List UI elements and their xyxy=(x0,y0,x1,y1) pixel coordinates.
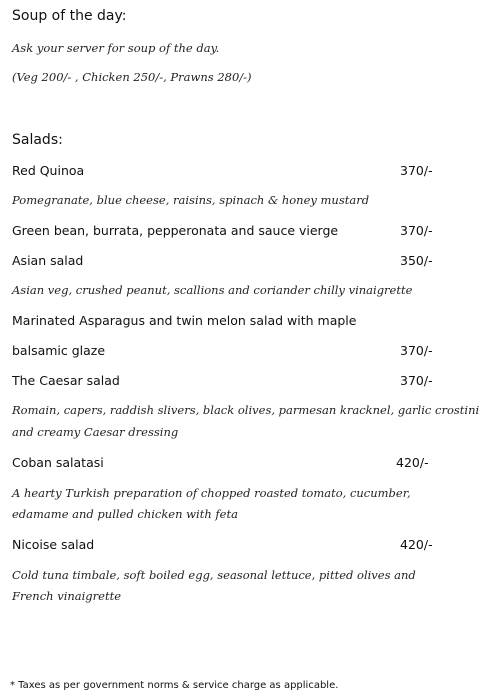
item-desc-coban-line1: A hearty Turkish preparation of chopped roasted tomato, cucumber, xyxy=(12,486,411,500)
soup-note: Ask your server for soup of the day. xyxy=(12,41,220,55)
item-desc-nicoise-line2: French vinaigrette xyxy=(12,589,122,603)
soup-heading: Soup of the day: xyxy=(12,8,127,24)
item-price-asparagus: 370/- xyxy=(400,343,433,358)
item-name-red-quinoa: Red Quinoa xyxy=(12,163,85,178)
item-name-green-bean: Green bean, burrata, pepperonata and sauce vierge xyxy=(12,223,339,238)
item-price-red-quinoa: 370/- xyxy=(400,163,433,178)
item-name-asparagus-line2: balsamic glaze xyxy=(12,343,106,358)
item-desc-nicoise-line1: Cold tuna timbale, soft boiled egg, seasonal lettuce, pitted olives and xyxy=(12,568,416,582)
item-desc-asian-salad: Asian veg, crushed peanut, scallions and coriander chilly vinaigrette xyxy=(12,283,413,297)
item-name-coban: Coban salatasi xyxy=(12,455,104,470)
item-desc-red-quinoa: Pomegranate, blue cheese, raisins, spinach & honey mustard xyxy=(12,193,370,207)
item-price-nicoise: 420/- xyxy=(400,537,433,552)
item-price-caesar: 370/- xyxy=(400,373,433,388)
item-price-green-bean: 370/- xyxy=(400,223,433,238)
item-price-asian-salad: 350/- xyxy=(400,253,433,268)
item-price-coban: 420/- xyxy=(396,455,429,470)
footer-note: * Taxes as per government norms & service charge as applicable. xyxy=(10,680,339,691)
item-desc-caesar-line1: Romain, capers, raddish slivers, black olives, parmesan kracknel, garlic crostini xyxy=(12,403,480,417)
item-name-caesar: The Caesar salad xyxy=(12,373,120,388)
salads-heading: Salads: xyxy=(12,132,63,148)
item-desc-caesar-line2: and creamy Caesar dressing xyxy=(12,425,179,439)
item-name-asparagus-line1: Marinated Asparagus and twin melon salad with maple xyxy=(12,313,357,328)
item-name-nicoise: Nicoise salad xyxy=(12,537,95,552)
soup-prices: (Veg 200/- , Chicken 250/-, Prawns 280/-) xyxy=(12,70,252,84)
item-desc-coban-line2: edamame and pulled chicken with feta xyxy=(12,507,238,521)
item-name-asian-salad: Asian salad xyxy=(12,253,84,268)
